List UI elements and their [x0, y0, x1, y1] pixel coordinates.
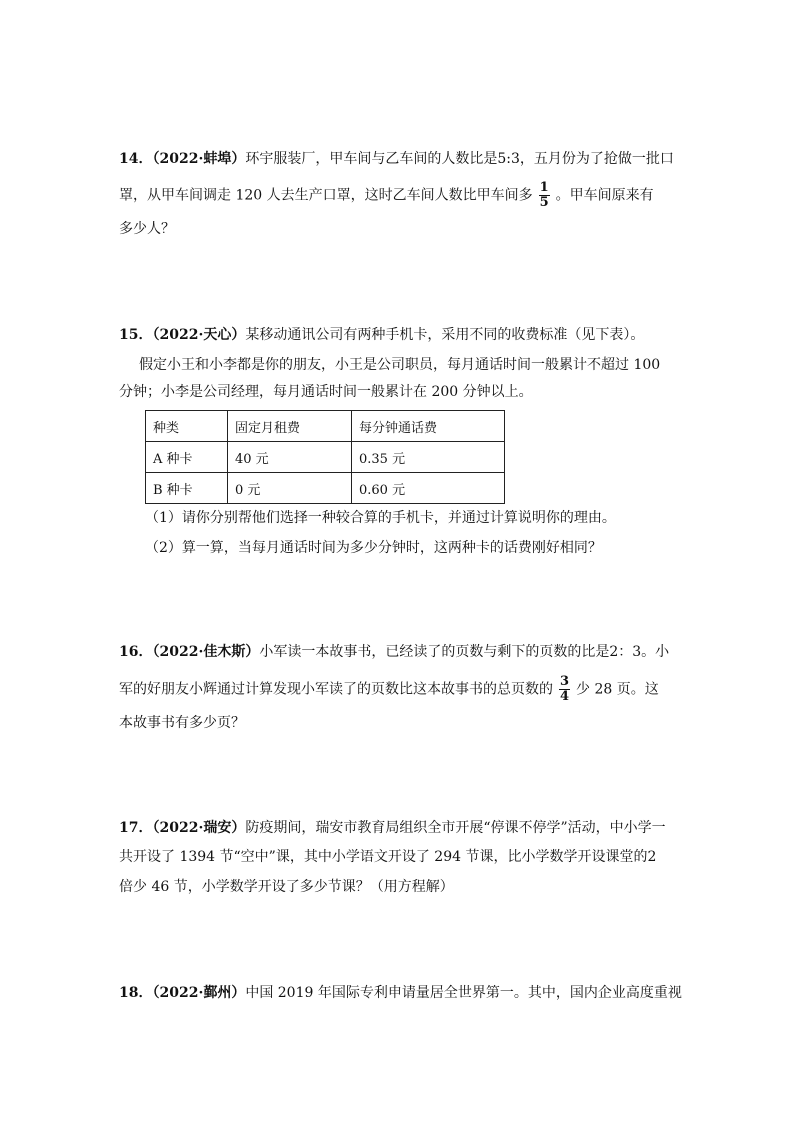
sub-question-1: [145, 507, 616, 527]
question-17-line-3: [119, 876, 454, 896]
question-text: 本故事书有多少页？: [119, 715, 245, 731]
table-cell: 40 元: [228, 442, 352, 473]
question-source: （2022·天心）: [152, 327, 246, 343]
question-number: 15．: [119, 327, 153, 343]
question-text: 多少人？: [119, 221, 175, 237]
fee-table: [145, 410, 505, 504]
question-14-line-1: [119, 148, 674, 168]
fraction-denominator: 4: [560, 689, 570, 704]
question-number: 17．: [119, 820, 153, 836]
question-text: 倍少 46 节，小学数学开设了多少节课？（用方程解）: [119, 879, 454, 895]
table-cell: 0.35 元: [352, 442, 505, 473]
question-text: 。甲车间原来有: [555, 187, 654, 204]
question-text: 防疫期间，瑞安市教育局组织全市开展“停课不停学”活动，中小学一: [245, 820, 666, 836]
table-cell: 0 元: [228, 473, 352, 504]
question-number: 16．: [119, 644, 153, 660]
question-14-line-2: [119, 181, 654, 210]
table-header-cell: 每分钟通话费: [352, 411, 505, 442]
table-header-cell: 种类: [146, 411, 228, 442]
question-text: （2）算一算，当每月通话时间为多少分钟时，这两种卡的话费刚好相同？: [145, 540, 602, 556]
question-15-line-1: [119, 324, 644, 344]
question-17-line-2: [119, 846, 656, 866]
table-header-row: [146, 411, 505, 442]
question-text: 分钟；小李是公司经理，每月通话时间一般累计在 200 分钟以上。: [119, 384, 533, 400]
question-text: 少 28 页。这: [576, 681, 659, 698]
fraction: [559, 675, 570, 704]
question-16-line-1: [119, 641, 669, 661]
question-15-line-2: [139, 354, 660, 374]
question-text: 某移动通讯公司有两种手机卡，采用不同的收费标准（见下表）。: [245, 327, 645, 343]
fraction-denominator: 5: [539, 195, 549, 210]
question-14-line-3: [119, 218, 175, 238]
question-text: 假定小王和小李都是你的朋友，小王是公司职员，每月通话时间一般累计不超过 100: [139, 357, 661, 373]
question-number: 14．: [119, 151, 153, 167]
question-18-line-1: [119, 982, 682, 1002]
table-row: [146, 473, 505, 504]
question-number: 18．: [119, 985, 153, 1001]
question-source: （2022·瑞安）: [152, 820, 246, 836]
question-text: 小军读一本故事书，已经读了的页数与剩下的页数的比是2：3。小: [259, 644, 670, 660]
table-cell: B 种卡: [146, 473, 228, 504]
question-text: 共开设了 1394 节“空中”课，其中小学语文开设了 294 节课，比小学数学开设课堂的2: [119, 849, 657, 865]
question-17-line-1: [119, 817, 666, 837]
question-source: （2022·佳木斯）: [152, 644, 260, 660]
question-source: （2022·蚌埠）: [152, 151, 246, 167]
question-text: 军的好朋友小辉通过计算发现小军读了的页数比这本故事书的总页数的: [119, 681, 553, 698]
table-cell: A 种卡: [146, 442, 228, 473]
question-15-line-3: [119, 381, 533, 401]
question-text: 中国 2019 年国际专利申请量居全世界第一。其中，国内企业高度重视: [245, 985, 682, 1001]
question-text: （1）请你分别帮他们选择一种较合算的手机卡，并通过计算说明你的理由。: [145, 510, 616, 526]
question-16-line-2: [119, 675, 659, 704]
question-16-line-3: [119, 712, 245, 732]
fraction: [539, 181, 550, 210]
table-row: [146, 442, 505, 473]
sub-question-2: [145, 537, 602, 557]
table-header-cell: 固定月租费: [228, 411, 352, 442]
fraction-numerator: 1: [539, 180, 549, 195]
question-text: 环宇服装厂，甲车间与乙车间的人数比是5:3，五月份为了抢做一批口: [245, 151, 674, 167]
fraction-numerator: 3: [560, 674, 570, 689]
table-cell: 0.60 元: [352, 473, 505, 504]
question-text: 罩，从甲车间调走 120 人去生产口罩，这时乙车间人数比甲车间多: [119, 187, 533, 204]
question-source: （2022·鄞州）: [152, 985, 246, 1001]
